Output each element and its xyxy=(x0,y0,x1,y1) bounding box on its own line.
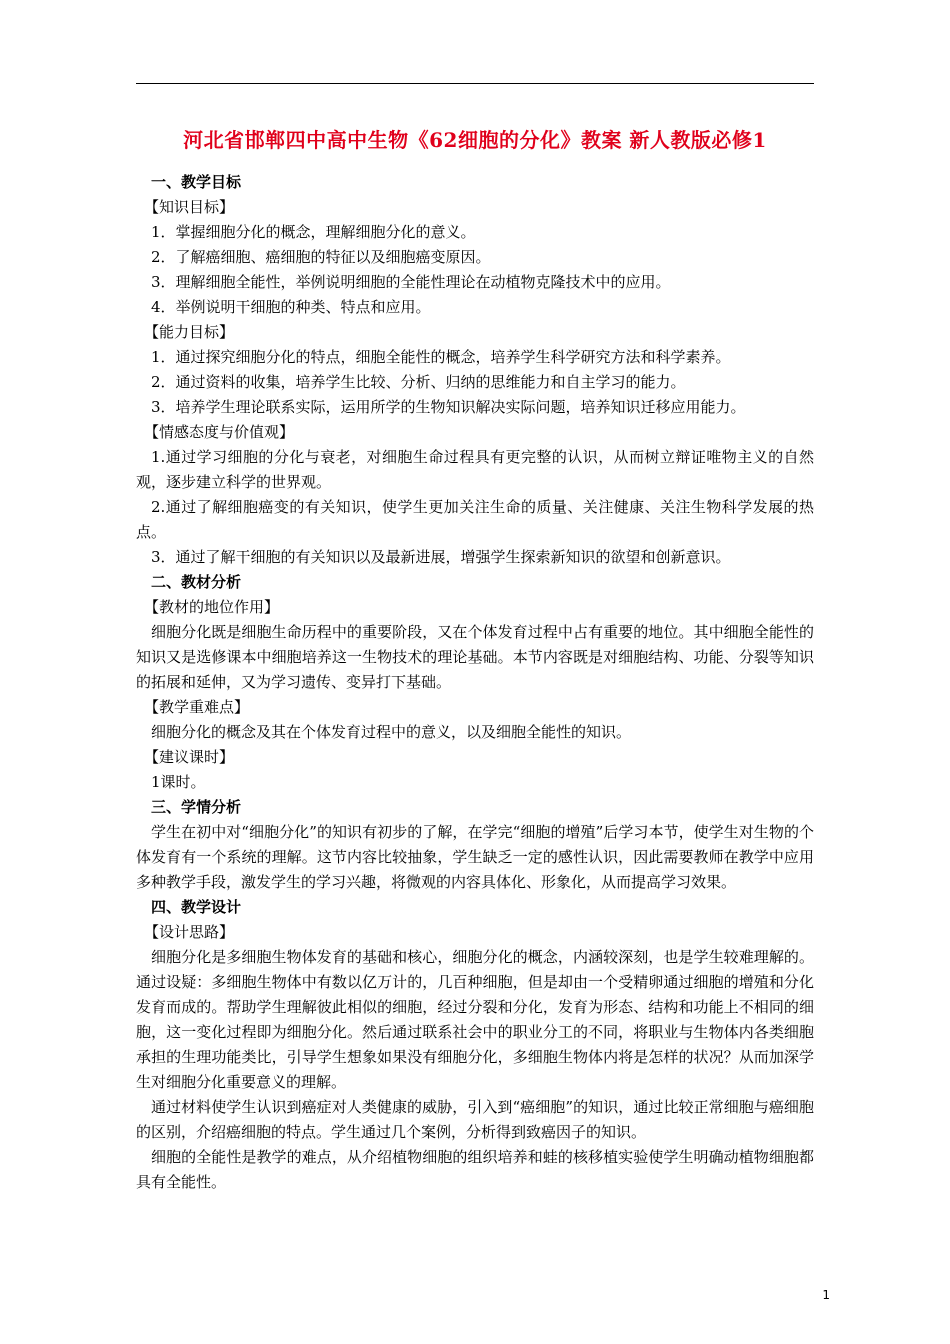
list-item: 2.通过了解细胞癌变的有关知识，使学生更加关注生命的质量、关注健康、关注生物科学发展的热点。 xyxy=(136,498,814,541)
section-heading: 一、教学目标 xyxy=(151,173,242,191)
section-heading: 三、学情分析 xyxy=(151,798,242,816)
paragraph: 细胞分化既是细胞生命历程中的重要阶段，又在个体发育过程中占有重要的地位。其中细胞全能性的知识又是选修课本中细胞培养这一生物技术的理论基础。本节内容既是对细胞结构、功能、分裂等知识的拓展和延伸，又为学习遗传、变异打下基础。 xyxy=(136,623,814,691)
list-item: 3．理解细胞全能性，举例说明细胞的全能性理论在动植物克隆技术中的应用。 xyxy=(151,273,671,291)
section-heading: 二、教材分析 xyxy=(151,573,242,591)
page-number: 1 xyxy=(822,1288,830,1302)
list-item: 1．掌握细胞分化的概念，理解细胞分化的意义。 xyxy=(151,223,476,241)
subheading: 【知识目标】 xyxy=(144,198,235,216)
list-item: 3．通过了解干细胞的有关知识以及最新进展，增强学生探索新知识的欲望和创新意识。 xyxy=(151,548,731,566)
section-heading: 四、教学设计 xyxy=(151,898,242,916)
list-item: 4．举例说明干细胞的种类、特点和应用。 xyxy=(151,298,431,316)
subheading: 【能力目标】 xyxy=(144,323,235,341)
list-item: 1．通过探究细胞分化的特点，细胞全能性的概念，培养学生科学研究方法和科学素养。 xyxy=(151,348,731,366)
paragraph: 细胞分化是多细胞生物体发育的基础和核心，细胞分化的概念，内涵较深刻，也是学生较难理解的。通过设疑：多细胞生物体中有数以亿万计的，几百种细胞，但是却由一个受精卵通过细胞的增殖和分化发育而成的。帮助学生理解彼此相似的细胞，经过分裂和分化，发育为形态、结构和功能上不相同的细胞，这一变化过程即为细胞分化。然后通过联系社会中的职业分工的不同，将职业与生物体内各类细胞承担的生理功能类比，引导学生想象如果没有细胞分化，多细胞生物体内将是怎样的状况？从而加深学生对细胞分化重要意义的理解。 xyxy=(136,948,814,1091)
subheading: 【教材的地位作用】 xyxy=(144,598,280,616)
subheading: 【情感态度与价值观】 xyxy=(144,423,295,441)
subheading: 【建议课时】 xyxy=(144,748,235,766)
list-item: 2．了解癌细胞、癌细胞的特征以及细胞癌变原因。 xyxy=(151,248,491,266)
paragraph: 细胞的全能性是教学的难点，从介绍植物细胞的组织培养和蛙的核移植实验使学生明确动植物细胞都具有全能性。 xyxy=(136,1148,814,1191)
subheading: 【教学重难点】 xyxy=(144,698,250,716)
subheading: 【设计思路】 xyxy=(144,923,235,941)
paragraph: 学生在初中对“细胞分化”的知识有初步的了解，在学完“细胞的增殖”后学习本节，使学生对生物的个体发育有一个系统的理解。这节内容比较抽象，学生缺乏一定的感性认识，因此需要教师在教学中应用多种教学手段，激发学生的学习兴趣，将微观的内容具体化、形象化，从而提高学习效果。 xyxy=(136,823,814,891)
paragraph: 通过材料使学生认识到癌症对人类健康的威胁，引入到“癌细胞”的知识，通过比较正常细胞与癌细胞的区别，介绍癌细胞的特点。学生通过几个案例，分析得到致癌因子的知识。 xyxy=(136,1098,814,1141)
paragraph: 1课时。 xyxy=(151,773,206,791)
list-item: 3．培养学生理论联系实际，运用所学的生物知识解决实际问题，培养知识迁移应用能力。 xyxy=(151,398,746,416)
document-body xyxy=(136,170,814,1195)
list-item: 2．通过资料的收集，培养学生比较、分析、归纳的思维能力和自主学习的能力。 xyxy=(151,373,686,391)
paragraph: 细胞分化的概念及其在个体发育过程中的意义，以及细胞全能性的知识。 xyxy=(151,723,632,741)
document-title: 河北省邯郸四中高中生物《62细胞的分化》教案 新人教版必修1 xyxy=(183,128,767,152)
header-rule xyxy=(136,83,814,84)
list-item: 1.通过学习细胞的分化与衰老，对细胞生命过程具有更完整的认识，从而树立辩证唯物主义的自然观，逐步建立科学的世界观。 xyxy=(136,448,814,491)
